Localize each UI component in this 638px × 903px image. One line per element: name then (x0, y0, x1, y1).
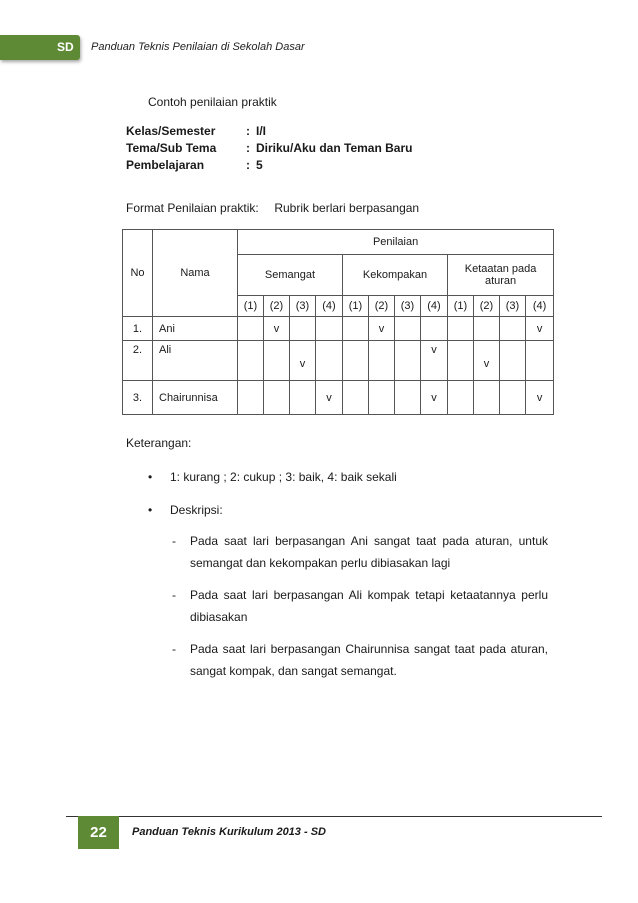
mark-cell (369, 381, 395, 415)
category-semangat: Semangat (238, 255, 343, 296)
bullet-text: 1: kurang ; 2: cukup ; 3: baik, 4: baik sekali (170, 470, 397, 484)
keterangan-title: Keterangan: (126, 436, 192, 450)
header-badge-label: SD (57, 40, 74, 54)
rubric-table (122, 229, 554, 415)
description-text: Pada saat lari berpasangan Ali kompak tetapi ketaatannya perlu dibiasakan (190, 588, 548, 624)
description-item (172, 584, 548, 628)
mark-cell (290, 317, 316, 341)
mark-cell: v (316, 381, 343, 415)
mark-cell (316, 341, 343, 381)
mark-cell (500, 317, 526, 341)
table-row (123, 341, 554, 381)
row-nama: Ani (153, 317, 238, 341)
mark-cell (238, 317, 264, 341)
mark-cell (448, 341, 474, 381)
format-value: Rubrik berlari berpasangan (274, 201, 420, 215)
table-row (123, 381, 554, 415)
score-header: (4) (316, 296, 343, 317)
score-header: (2) (369, 296, 395, 317)
format-label: Format Penilaian praktik: (126, 201, 259, 215)
info-sep: : (246, 158, 250, 172)
mark-cell (448, 381, 474, 415)
table-header-row (123, 230, 554, 255)
score-header: (1) (343, 296, 369, 317)
col-header-no: No (123, 230, 153, 317)
mark-cell: v (264, 317, 290, 341)
bullet-item (148, 470, 397, 484)
mark-cell (395, 381, 421, 415)
score-header: (1) (448, 296, 474, 317)
mark-cell (395, 341, 421, 381)
description-text: Pada saat lari berpasangan Chairunnisa sangat taat pada aturan, sangat kompak, dan sangat semangat. (190, 642, 548, 678)
mark-cell: v (526, 317, 554, 341)
mark-cell (264, 341, 290, 381)
info-value: I/I (256, 124, 267, 138)
category-kekompakan: Kekompakan (343, 255, 448, 296)
info-row-tema (126, 141, 412, 158)
info-row-kelas (126, 124, 412, 141)
mark-cell: v (474, 341, 500, 381)
footer-title: Panduan Teknis Kurikulum 2013 - SD (132, 826, 326, 838)
score-header: (4) (526, 296, 554, 317)
mark-cell: v (290, 341, 316, 381)
info-key: Pembelajaran (126, 158, 205, 172)
description-item (172, 638, 548, 682)
info-sep: : (246, 141, 250, 155)
section-title: Contoh penilaian praktik (148, 95, 277, 109)
description-text: Pada saat lari berpasangan Ani sangat taat pada aturan, untuk semangat dan kekompakan perlu dibiasakan lagi (190, 534, 548, 570)
mark-cell (316, 317, 343, 341)
info-row-pembelajaran (126, 158, 412, 175)
mark-cell: v (421, 381, 448, 415)
description-item (172, 530, 548, 574)
header-badge (0, 35, 80, 60)
mark-cell (343, 317, 369, 341)
row-nama: Ali (153, 341, 238, 381)
score-header: (1) (238, 296, 264, 317)
score-header: (2) (264, 296, 290, 317)
mark-cell (474, 381, 500, 415)
row-no: 1. (123, 317, 153, 341)
bullet-item (148, 503, 223, 517)
mark-cell (500, 341, 526, 381)
score-header: (3) (290, 296, 316, 317)
mark-cell (526, 341, 554, 381)
col-header-nama: Nama (153, 230, 238, 317)
mark-cell (238, 381, 264, 415)
dash-icon: - (172, 588, 176, 602)
info-key: Tema/Sub Tema (126, 141, 217, 155)
bullet-dot-icon: • (148, 503, 153, 517)
mark-cell (343, 341, 369, 381)
bullet-text: Deskripsi: (170, 503, 223, 517)
mark-cell (264, 381, 290, 415)
score-header: (3) (500, 296, 526, 317)
info-sep: : (246, 124, 250, 138)
mark-cell (290, 381, 316, 415)
row-no: 2. (123, 341, 153, 381)
bullet-dot-icon: • (148, 470, 153, 484)
mark-cell (448, 317, 474, 341)
mark-cell (474, 317, 500, 341)
dash-icon: - (172, 642, 176, 656)
mark-cell (421, 317, 448, 341)
dash-icon: - (172, 534, 176, 548)
table-row (123, 317, 554, 341)
col-header-penilaian: Penilaian (238, 230, 554, 255)
info-value: Diriku/Aku dan Teman Baru (256, 141, 413, 155)
footer-divider (66, 816, 602, 817)
mark-cell (395, 317, 421, 341)
category-ketaatan: Ketaatan pada aturan (448, 255, 554, 296)
mark-cell: v (526, 381, 554, 415)
info-key: Kelas/Semester (126, 124, 216, 138)
score-header: (2) (474, 296, 500, 317)
mark-cell: v (369, 317, 395, 341)
info-value: 5 (256, 158, 263, 172)
info-block (126, 124, 412, 175)
mark-cell: v (421, 341, 448, 381)
page-number: 22 (78, 816, 119, 849)
score-header: (3) (395, 296, 421, 317)
mark-cell (369, 341, 395, 381)
mark-cell (343, 381, 369, 415)
row-nama: Chairunnisa (153, 381, 238, 415)
header-title: Panduan Teknis Penilaian di Sekolah Dasar (91, 41, 305, 53)
format-line (126, 201, 419, 215)
mark-cell (500, 381, 526, 415)
score-header: (4) (421, 296, 448, 317)
row-no: 3. (123, 381, 153, 415)
mark-cell (238, 341, 264, 381)
